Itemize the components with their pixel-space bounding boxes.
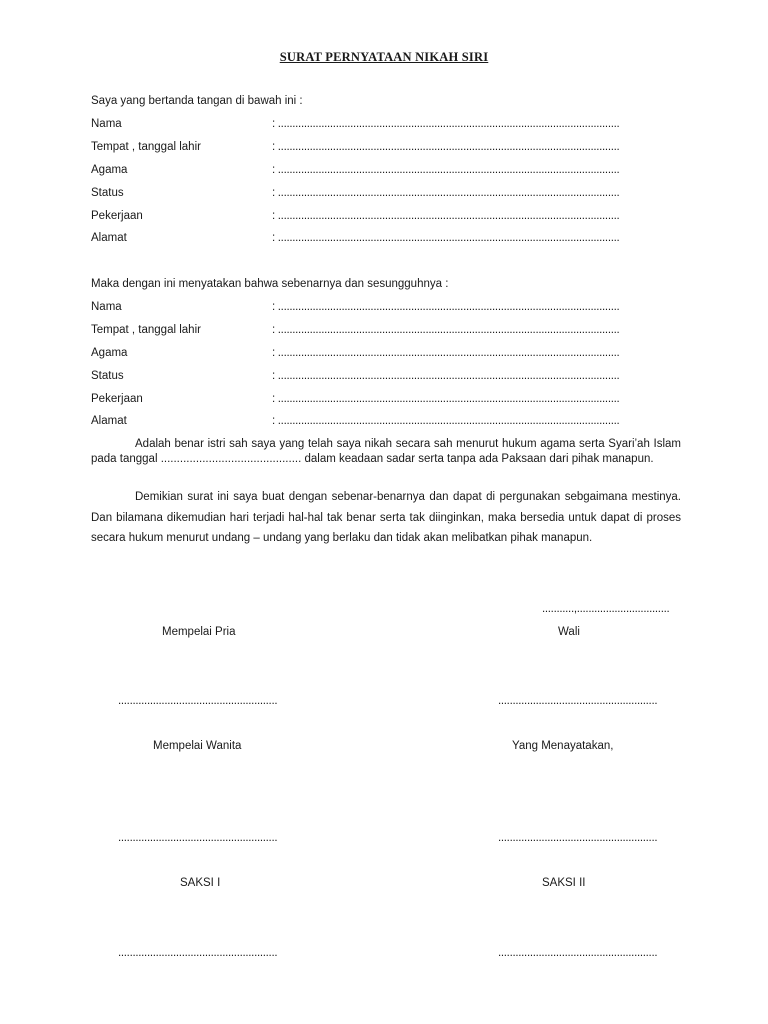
field-row-ttl-2	[91, 324, 661, 340]
field-label: Nama	[91, 301, 122, 313]
field-row-agama-1	[91, 164, 661, 180]
field-blank: : ......................................................................................................................	[272, 141, 620, 153]
document-title: SURAT PERNYATAAN NIKAH SIRI	[279, 50, 489, 64]
signature-line-mempelai-pria: .......................................................	[118, 695, 278, 707]
field-label: Tempat , tanggal lahir	[91, 141, 201, 153]
field-label: Pekerjaan	[91, 393, 143, 405]
label-saksi-1: SAKSI I	[180, 877, 221, 889]
label-mempelai-wanita: Mempelai Wanita	[153, 740, 242, 752]
field-label: Agama	[91, 347, 128, 359]
signature-line-saksi-1: .......................................................	[118, 947, 278, 959]
statement-paragraph: Adalah benar istri sah saya yang telah saya nikah secara sah menurut hukum agama serta Syari’ah Islam pada tanggal ............................................ dalam keadaan sadar serta tanpa ada Paksaan dari pihak manapun.	[91, 438, 681, 465]
field-blank: : ......................................................................................................................	[272, 187, 620, 199]
closing-paragraph: Demikian surat ini saya buat dengan sebenar-benarnya dan dapat di pergunakan sebgaimana mestinya. Dan bilamana dikemudian hari terjadi hal-hal tak benar serta tak diinginkan, maka bersedia untuk dapat di proses secara hukum menurut undang – undang yang berlaku dan tidak akan melibatkan pihak manapun.	[91, 491, 681, 544]
field-blank: : ......................................................................................................................	[272, 210, 620, 222]
field-label: Alamat	[91, 415, 127, 427]
field-row-alamat-2	[91, 415, 661, 431]
field-blank: : ......................................................................................................................	[272, 324, 620, 336]
field-label: Tempat , tanggal lahir	[91, 324, 201, 336]
label-mempelai-pria: Mempelai Pria	[162, 626, 236, 638]
field-blank: : ......................................................................................................................	[272, 415, 620, 427]
signature-line-saksi-2: .......................................................	[498, 947, 658, 959]
intro-text-2: Maka dengan ini menyatakan bahwa sebenarnya dan sesungguhnya :	[91, 278, 449, 290]
field-label: Nama	[91, 118, 122, 130]
intro-text-1: Saya yang bertanda tangan di bawah ini :	[91, 95, 303, 107]
field-blank: : ......................................................................................................................	[272, 347, 620, 359]
field-blank: : ......................................................................................................................	[272, 164, 620, 176]
signature-line-yang-menyatakan: .......................................................	[498, 832, 658, 844]
field-label: Status	[91, 370, 124, 382]
field-row-pekerjaan-1	[91, 210, 661, 226]
field-row-ttl-1	[91, 141, 661, 157]
label-yang-menyatakan: Yang Menayatakan,	[512, 740, 614, 752]
field-blank: : ......................................................................................................................	[272, 232, 620, 244]
field-blank: : ......................................................................................................................	[272, 118, 620, 130]
field-blank: : ......................................................................................................................	[272, 393, 620, 405]
field-row-status-1	[91, 187, 661, 203]
field-label: Status	[91, 187, 124, 199]
signature-line-mempelai-wanita: .......................................................	[118, 832, 278, 844]
field-row-pekerjaan-2	[91, 393, 661, 409]
field-label: Agama	[91, 164, 128, 176]
field-row-nama-1	[91, 118, 661, 134]
field-row-nama-2	[91, 301, 661, 317]
field-row-status-2	[91, 370, 661, 386]
label-wali: Wali	[558, 626, 580, 638]
field-label: Pekerjaan	[91, 210, 143, 222]
field-label: Alamat	[91, 232, 127, 244]
field-blank: : ......................................................................................................................	[272, 301, 620, 313]
field-row-alamat-1	[91, 232, 661, 248]
field-row-agama-2	[91, 347, 661, 363]
place-date-blank: ...........,................................	[542, 603, 670, 615]
signature-line-wali: .......................................................	[498, 695, 658, 707]
label-saksi-2: SAKSI II	[542, 877, 586, 889]
field-blank: : ......................................................................................................................	[272, 370, 620, 382]
